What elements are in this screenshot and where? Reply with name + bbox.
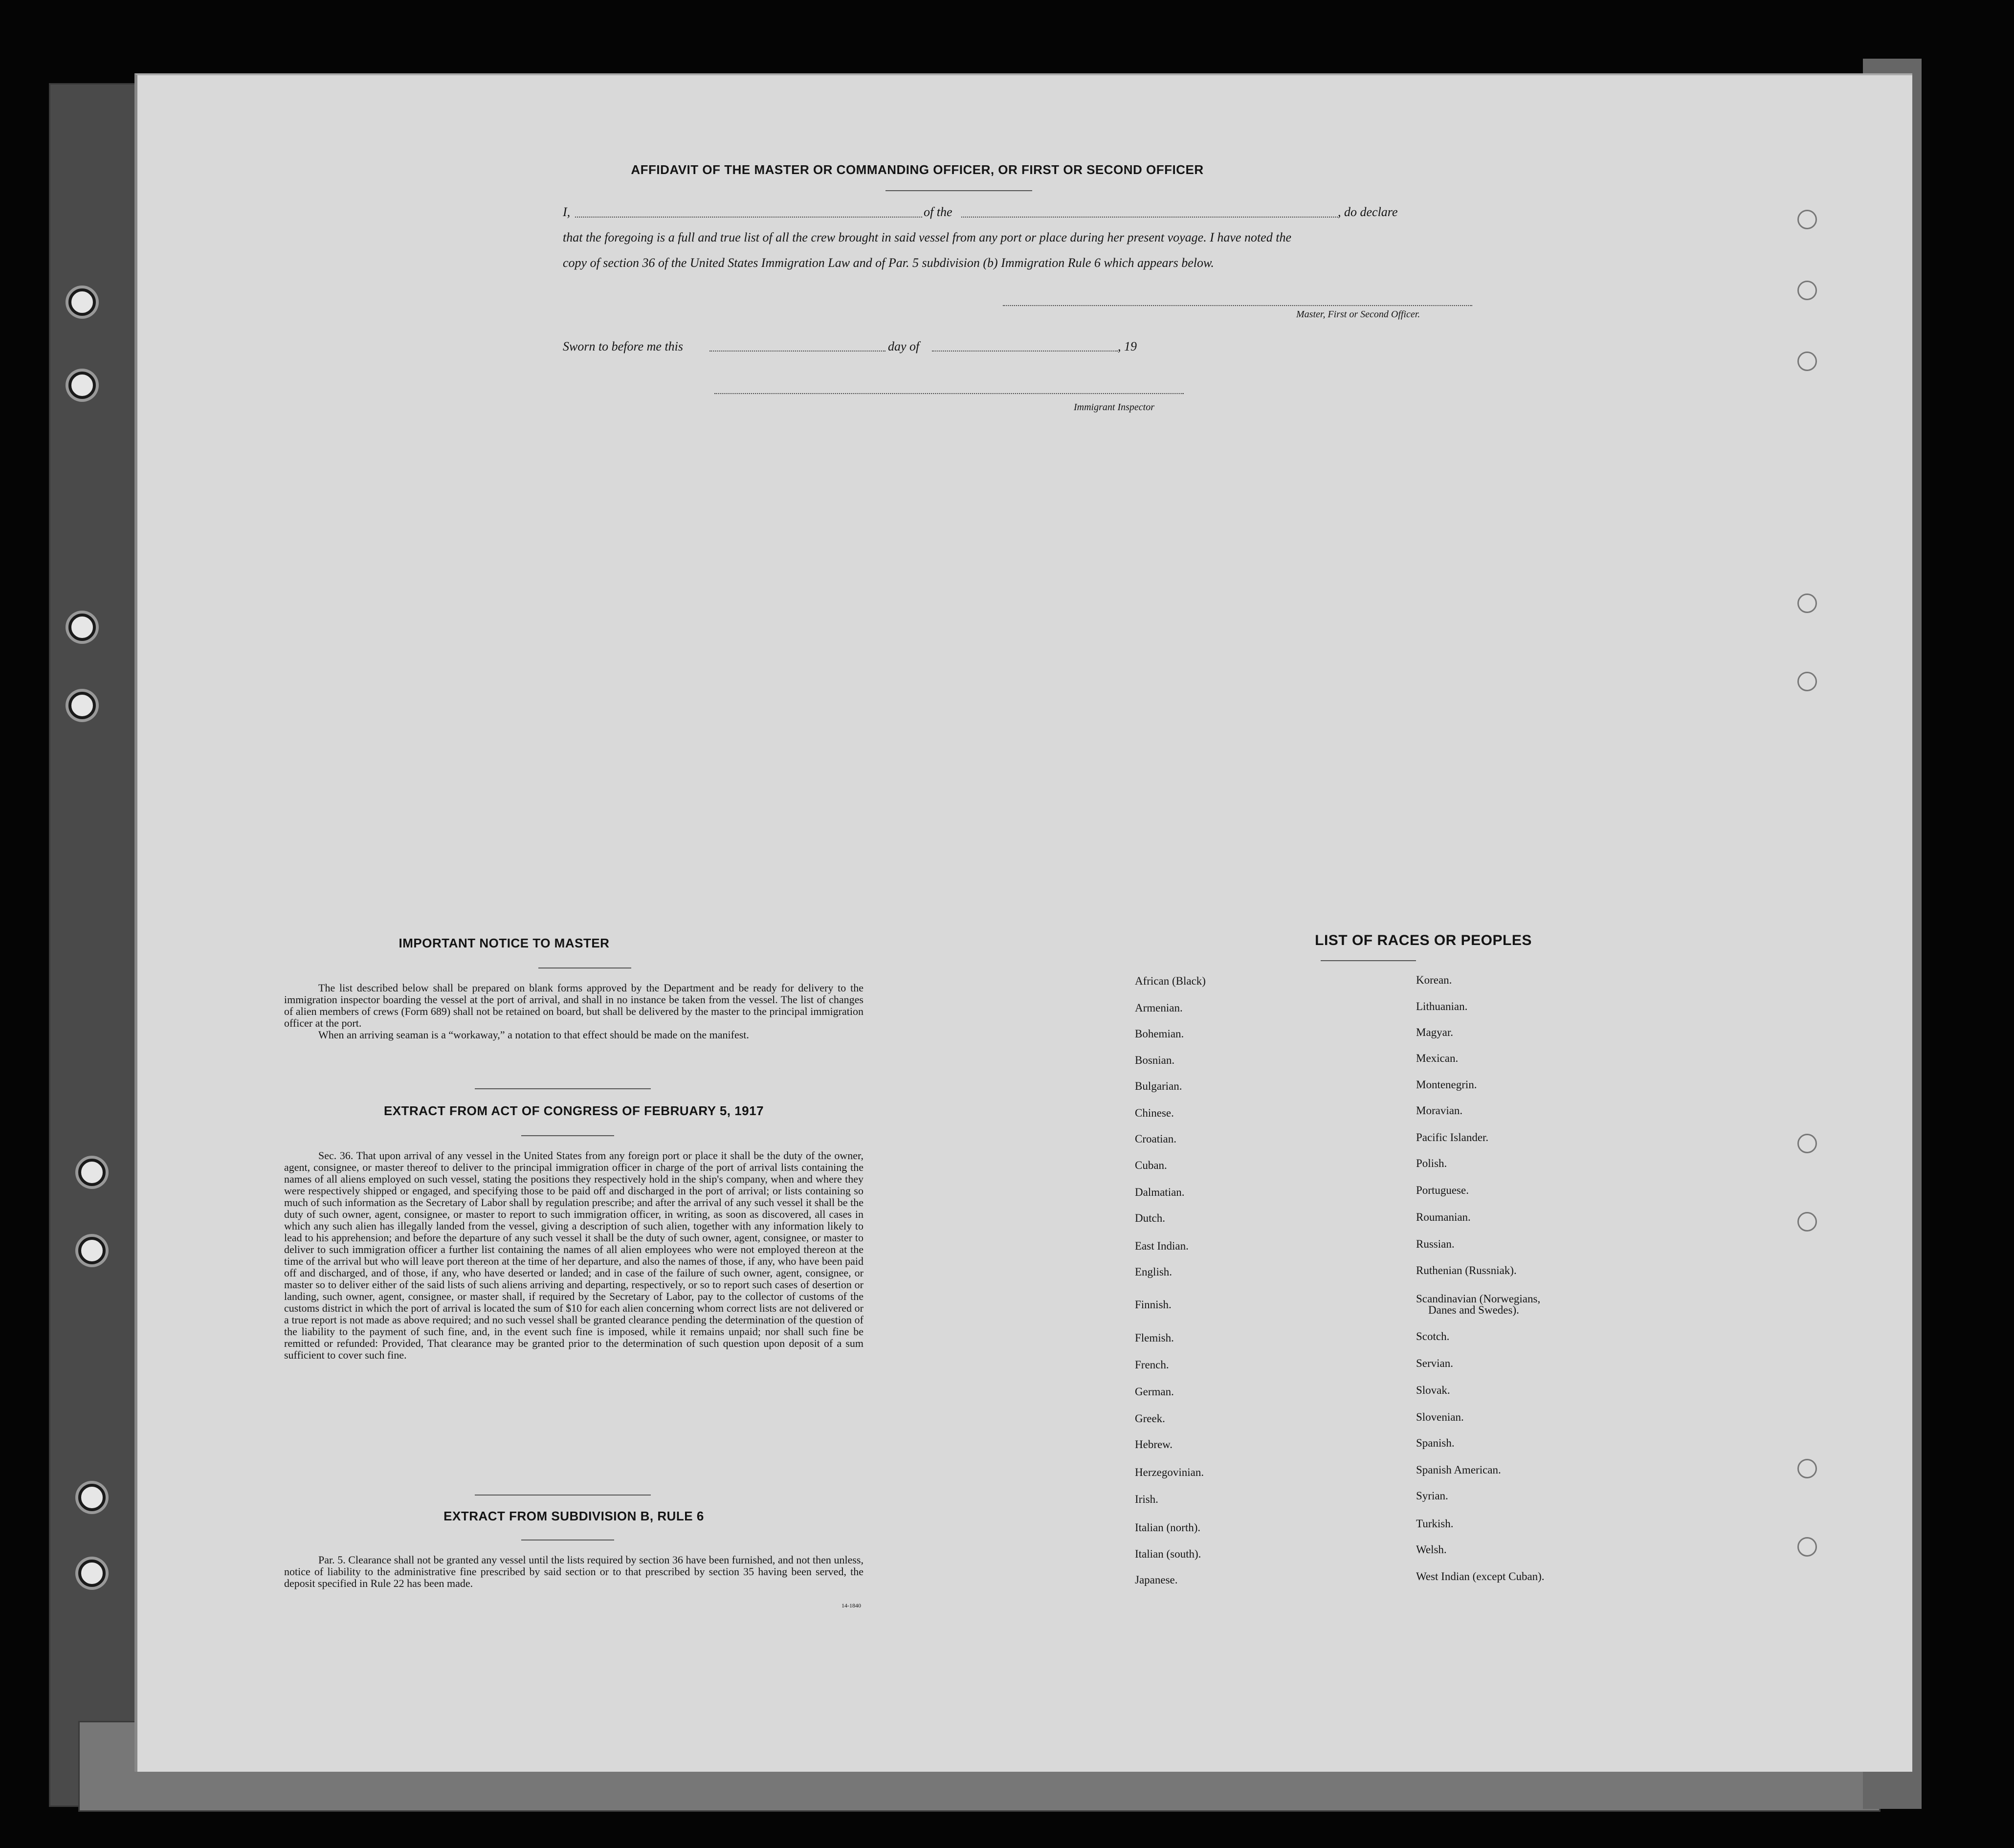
sworn-text: Sworn to before me this bbox=[563, 339, 684, 353]
binder-ring-icon bbox=[78, 1484, 106, 1511]
race-item: Finnish. bbox=[1135, 1298, 1172, 1311]
race-item: Turkish. bbox=[1416, 1518, 1454, 1530]
punch-hole-icon bbox=[1797, 1134, 1817, 1153]
punch-hole-icon bbox=[1797, 1212, 1817, 1232]
race-item: Italian (south). bbox=[1135, 1548, 1201, 1560]
race-item: Slovenian. bbox=[1416, 1411, 1464, 1423]
act-divider bbox=[521, 1135, 614, 1136]
race-item: Flemish. bbox=[1135, 1332, 1174, 1344]
day-of-text: day of bbox=[888, 339, 920, 353]
race-item: Cuban. bbox=[1135, 1159, 1167, 1171]
race-item: Mexican. bbox=[1416, 1052, 1459, 1064]
act-text: Sec. 36. That upon arrival of any vessel in the United States from any foreign port or place it shall be the duty of the owner, agent, consignee, or master thereof to deliver to the principal immigration officer in charge of the port of arrival lists containing the names of all aliens employed on such vessel, stating the positions they respectively hold in the ship's company, when and where they were respectively shipped or engaged, and specifying those to be paid off and discharged in the port of arrival; or lists containing so much of such information as the Secretary of Labor shall by regulation prescribe; and after the arrival of any such vessel it shall be the duty of such owner, agent, consignee, or master to report to such immigration officer, in writing, as soon as discovered, all cases in which any such alien has illegally landed from the vessel, giving a description of such alien, together with any information likely to lead to his apprehension; and before the departure of any such vessel it shall be the duty of such owner, agent, consignee, or master to deliver to such immigration officer a further list containing the names of all alien employees who were not employed thereon at the time of the arrival but who will leave port thereon at the time of her departure, and also the names of those, if any, who have been paid off and discharged, and of those, if any, who have deserted or landed; and in case of the failure of such owner, agent, consignee, or master so to deliver either of the said lists of such aliens arriving and departing, respectively, or so to report such cases of desertion or landing, such owner, agent, consignee, or master shall, if required by the Secretary of Labor, pay to the collector of customs of the customs district in which the port of arrival is located the sum of $10 for each alien concerning whom correct lists are not delivered or a true report is not made as above required; and no such vessel shall be granted clearance pending the determination of the question of the liability to the payment of such fine, and, in the event such fine is imposed, while it remains unpaid; nor shall such fine be remitted or refunded: Provided, That clearance may be granted prior to the determination of such question upon deposit of a sum sufficient to cover such fine. bbox=[284, 1149, 863, 1361]
name-blank bbox=[575, 206, 922, 218]
section-divider bbox=[475, 1495, 651, 1496]
race-item: Spanish American. bbox=[1416, 1464, 1501, 1476]
race-item: Servian. bbox=[1416, 1357, 1454, 1369]
master-label: Master, First or Second Officer. bbox=[1296, 309, 1420, 320]
race-item: Chinese. bbox=[1135, 1107, 1174, 1119]
vessel-blank bbox=[961, 206, 1338, 218]
binder-ring-icon bbox=[78, 1159, 106, 1186]
punch-hole-icon bbox=[1797, 1537, 1817, 1557]
race-item: Scandinavian (Norwegians, bbox=[1416, 1293, 1541, 1305]
section-divider bbox=[475, 1088, 651, 1089]
binder-ring-icon bbox=[68, 692, 96, 719]
race-item: African (Black) bbox=[1135, 975, 1206, 987]
race-item: Irish. bbox=[1135, 1493, 1158, 1505]
month-blank bbox=[932, 340, 1118, 352]
race-item: German. bbox=[1135, 1386, 1174, 1398]
race-item: Moravian. bbox=[1416, 1104, 1463, 1117]
races-divider bbox=[1321, 960, 1416, 961]
race-item: Montenegrin. bbox=[1416, 1078, 1477, 1091]
affidavit-line2: that the foregoing is a full and true list of all the crew brought in said vessel from any port or place during her present voyage. I have noted the bbox=[563, 230, 1291, 244]
race-item: Dalmatian. bbox=[1135, 1186, 1185, 1198]
race-item: Scotch. bbox=[1416, 1330, 1450, 1342]
race-item: Bosnian. bbox=[1135, 1054, 1175, 1066]
race-item: Russian. bbox=[1416, 1238, 1455, 1250]
race-item: Danes and Swedes). bbox=[1428, 1304, 1519, 1316]
title-divider bbox=[885, 190, 1032, 191]
rule-title: EXTRACT FROM SUBDIVISION B, RULE 6 bbox=[443, 1509, 704, 1523]
binder-ring-icon bbox=[78, 1237, 106, 1264]
race-item: Portuguese. bbox=[1416, 1184, 1469, 1196]
race-item: East Indian. bbox=[1135, 1240, 1189, 1252]
binder-ring-icon bbox=[68, 614, 96, 641]
inspector-label: Immigrant Inspector bbox=[1074, 402, 1154, 413]
race-item: Croatian. bbox=[1135, 1133, 1176, 1145]
race-item: West Indian (except Cuban). bbox=[1416, 1570, 1545, 1583]
race-item: Pacific Islander. bbox=[1416, 1131, 1489, 1144]
notice-para2: When an arriving seaman is a “workaway,” a notation to that effect should be made on the manifest. bbox=[318, 1029, 749, 1041]
day-blank bbox=[709, 340, 885, 352]
document-sheet bbox=[134, 73, 1912, 1772]
race-item: Ruthenian (Russniak). bbox=[1416, 1264, 1517, 1276]
race-item: Lithuanian. bbox=[1416, 1000, 1468, 1012]
punch-hole-icon bbox=[1797, 352, 1817, 371]
race-item: Welsh. bbox=[1416, 1543, 1447, 1556]
affidavit-of-the: of the bbox=[924, 205, 952, 219]
race-item: Japanese. bbox=[1135, 1574, 1178, 1586]
race-item: Hebrew. bbox=[1135, 1438, 1173, 1451]
races-title: LIST OF RACES OR PEOPLES bbox=[1315, 932, 1532, 948]
punch-hole-icon bbox=[1797, 672, 1817, 691]
race-item: Spanish. bbox=[1416, 1437, 1455, 1449]
race-item: Korean. bbox=[1416, 974, 1452, 986]
act-title: EXTRACT FROM ACT OF CONGRESS OF FEBRUARY 5, 1917 bbox=[383, 1103, 764, 1118]
rule-text: Par. 5. Clearance shall not be granted any vessel until the lists required by section 36 have been furnished, and not then unless, notice of liability to the administrative fine prescribed by said section or to that prescribed by section 35 having been served, the deposit specified in Rule 22 has been made. bbox=[284, 1554, 863, 1589]
race-item: Bohemian. bbox=[1135, 1028, 1184, 1040]
form-number: 14-1840 bbox=[841, 1602, 861, 1609]
race-item: Syrian. bbox=[1416, 1490, 1448, 1502]
race-item: Roumanian. bbox=[1416, 1211, 1471, 1223]
race-item: Greek. bbox=[1135, 1412, 1165, 1425]
binder-ring-icon bbox=[68, 288, 96, 316]
race-item: Herzegovinian. bbox=[1135, 1466, 1204, 1478]
affidavit-i: I, bbox=[563, 205, 571, 219]
binder-ring-icon bbox=[78, 1560, 106, 1587]
race-item: Slovak. bbox=[1416, 1384, 1450, 1396]
year-text: , 19 bbox=[1118, 339, 1137, 353]
punch-hole-icon bbox=[1797, 1459, 1817, 1478]
race-item: Polish. bbox=[1416, 1157, 1447, 1169]
race-item: Italian (north). bbox=[1135, 1521, 1201, 1534]
master-signature-line bbox=[1003, 305, 1472, 306]
punch-hole-icon bbox=[1797, 281, 1817, 300]
affidavit-title: AFFIDAVIT OF THE MASTER OR COMMANDING OFFICER, OR FIRST OR SECOND OFFICER bbox=[631, 162, 1204, 177]
binder-ring-icon bbox=[68, 372, 96, 399]
race-item: Dutch. bbox=[1135, 1212, 1165, 1224]
notice-title: IMPORTANT NOTICE TO MASTER bbox=[398, 936, 610, 950]
race-item: French. bbox=[1135, 1359, 1169, 1371]
race-item: Bulgarian. bbox=[1135, 1080, 1182, 1092]
affidavit-line3: copy of section 36 of the United States Immigration Law and of Par. 5 subdivision (b) Immigration Rule 6 which appears below. bbox=[563, 256, 1214, 270]
affidavit-declare: , do declare bbox=[1338, 205, 1398, 219]
punch-hole-icon bbox=[1797, 594, 1817, 613]
race-item: Magyar. bbox=[1416, 1026, 1454, 1038]
notice-para1: The list described below shall be prepared on blank forms approved by the Department and be ready for delivery to the immigration inspector boarding the vessel at the port of arrival, and shall in no instance be taken from the vessel. The list of changes of alien members of crews (Form 689) shall not be retained on board, but shall be delivered by the master to the principal immigration officer at the port. bbox=[284, 982, 863, 1029]
punch-hole-icon bbox=[1797, 210, 1817, 229]
race-item: English. bbox=[1135, 1266, 1173, 1278]
inspector-signature-line bbox=[714, 393, 1184, 394]
race-item: Armenian. bbox=[1135, 1002, 1183, 1014]
